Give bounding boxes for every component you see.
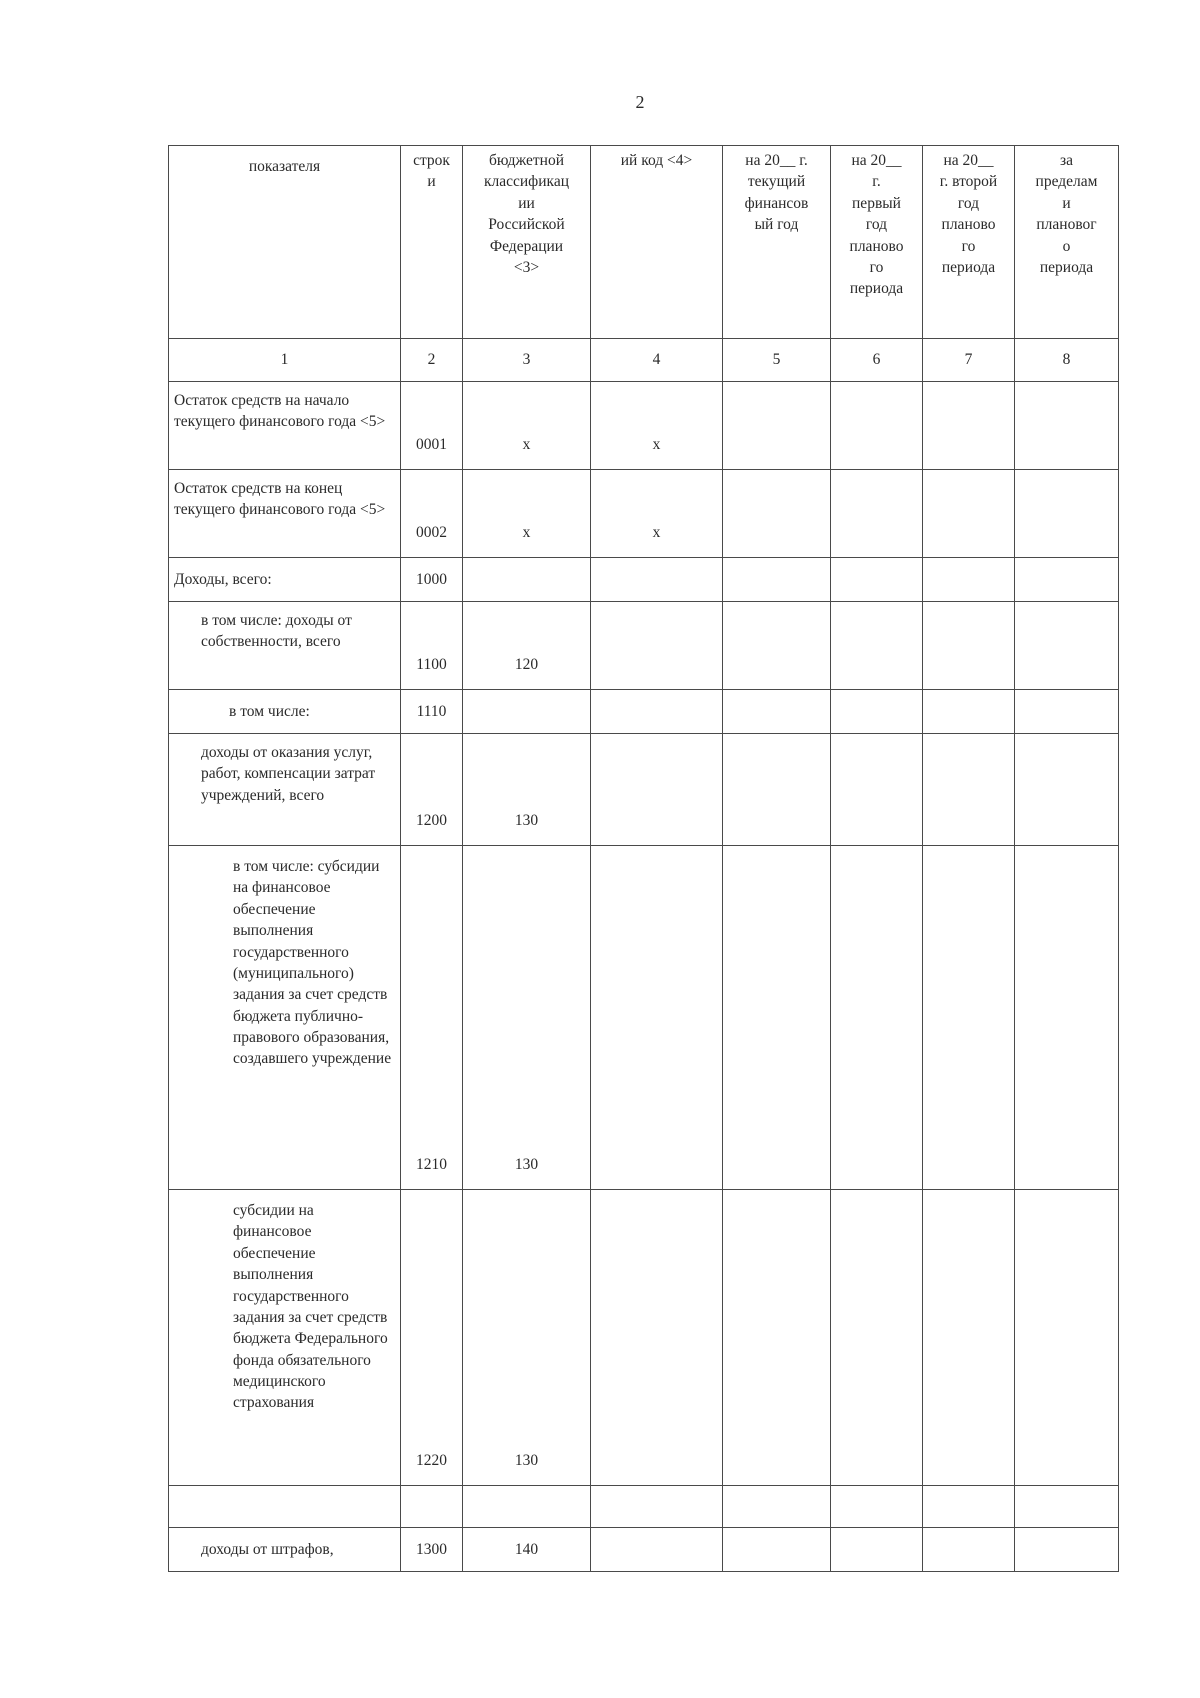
table-row (169, 734, 1119, 846)
header-line-code: строк и (401, 146, 463, 339)
column-number: 8 (1015, 339, 1119, 382)
row-value (831, 690, 923, 734)
row-budget-code: x (463, 382, 591, 470)
row-value (723, 602, 831, 690)
row-value (831, 1190, 923, 1486)
row-analytic-code: x (591, 470, 723, 558)
table-row (169, 470, 1119, 558)
header-current-year: на 20__ г. текущий финансов ый год (723, 146, 831, 339)
row-value (923, 846, 1015, 1190)
row-value (923, 690, 1015, 734)
column-number: 4 (591, 339, 723, 382)
row-value (923, 1486, 1015, 1528)
row-analytic-code (591, 1528, 723, 1572)
row-value (1015, 1486, 1119, 1528)
row-value (723, 382, 831, 470)
header-row (169, 146, 1119, 339)
row-code: 1200 (401, 734, 463, 846)
table-row (169, 382, 1119, 470)
table-row (169, 1190, 1119, 1486)
header-beyond-plan: за пределам и плановог о периода (1015, 146, 1119, 339)
column-number: 2 (401, 339, 463, 382)
row-value (923, 602, 1015, 690)
row-code: 0001 (401, 382, 463, 470)
row-name: Доходы, всего: (169, 558, 401, 602)
column-number-row (169, 339, 1119, 382)
row-budget-code (463, 1486, 591, 1528)
row-value (923, 470, 1015, 558)
row-value (831, 470, 923, 558)
row-value (723, 690, 831, 734)
row-name: Остаток средств на начало текущего финансового года <5> (169, 382, 401, 470)
header-first-plan-year: на 20__ г. первый год планово го периода (831, 146, 923, 339)
row-budget-code: x (463, 470, 591, 558)
row-value (723, 1190, 831, 1486)
row-value (1015, 690, 1119, 734)
row-budget-code: 140 (463, 1528, 591, 1572)
table-row (169, 846, 1119, 1190)
row-analytic-code (591, 846, 723, 1190)
column-number: 6 (831, 339, 923, 382)
row-name: субсидии на финансовое обеспечение выполнения государственного задания за счет средств бюджета Федерального фонда обязательного медицинского страхования (169, 1190, 401, 1486)
row-budget-code (463, 558, 591, 602)
row-name (169, 1486, 401, 1528)
header-second-plan-year: на 20__ г. второй год планово го периода (923, 146, 1015, 339)
row-analytic-code (591, 1486, 723, 1528)
row-value (1015, 382, 1119, 470)
row-value (831, 558, 923, 602)
column-number: 5 (723, 339, 831, 382)
column-number: 1 (169, 339, 401, 382)
row-value (923, 734, 1015, 846)
row-value (831, 1528, 923, 1572)
header-indicator: показателя (169, 146, 401, 339)
header-budget-classification: бюджетной классификац ии Российской Федерации <3> (463, 146, 591, 339)
row-name: в том числе: доходы от собственности, всего (169, 602, 401, 690)
row-budget-code: 130 (463, 734, 591, 846)
table-row-empty (169, 1486, 1119, 1528)
row-value (1015, 1190, 1119, 1486)
row-budget-code: 130 (463, 846, 591, 1190)
row-value (1015, 558, 1119, 602)
row-budget-code: 120 (463, 602, 591, 690)
table-row (169, 690, 1119, 734)
row-analytic-code (591, 734, 723, 846)
row-value (723, 1486, 831, 1528)
row-value (1015, 1528, 1119, 1572)
row-value (831, 846, 923, 1190)
row-value (1015, 602, 1119, 690)
row-code: 1220 (401, 1190, 463, 1486)
table-row (169, 602, 1119, 690)
row-value (723, 1528, 831, 1572)
row-budget-code (463, 690, 591, 734)
row-value (1015, 846, 1119, 1190)
row-analytic-code (591, 558, 723, 602)
row-value (831, 734, 923, 846)
row-code: 1000 (401, 558, 463, 602)
column-number: 3 (463, 339, 591, 382)
row-name: в том числе: субсидии на финансовое обеспечение выполнения государственного (муниципального) задания за счет средств бюджета публично-правового образования, создавшего учреждение (169, 846, 401, 1190)
row-value (1015, 470, 1119, 558)
row-budget-code: 130 (463, 1190, 591, 1486)
row-code: 0002 (401, 470, 463, 558)
row-value (923, 1190, 1015, 1486)
row-value (723, 734, 831, 846)
row-analytic-code: x (591, 382, 723, 470)
row-value (923, 382, 1015, 470)
row-value (831, 602, 923, 690)
row-value (831, 1486, 923, 1528)
row-value (723, 470, 831, 558)
row-value (723, 846, 831, 1190)
row-value (923, 558, 1015, 602)
row-analytic-code (591, 1190, 723, 1486)
row-name: в том числе: (169, 690, 401, 734)
row-code (401, 1486, 463, 1528)
row-value (723, 558, 831, 602)
page-number: 2 (635, 92, 645, 112)
row-code: 1300 (401, 1528, 463, 1572)
row-value (1015, 734, 1119, 846)
column-number: 7 (923, 339, 1015, 382)
row-code: 1100 (401, 602, 463, 690)
row-analytic-code (591, 690, 723, 734)
row-name: доходы от оказания услуг, работ, компенсации затрат учреждений, всего (169, 734, 401, 846)
header-analytic-code: ий код <4> (591, 146, 723, 339)
row-value (923, 1528, 1015, 1572)
row-name: доходы от штрафов, (169, 1528, 401, 1572)
row-code: 1210 (401, 846, 463, 1190)
financial-plan-table (168, 145, 1119, 1572)
row-value (831, 382, 923, 470)
row-code: 1110 (401, 690, 463, 734)
table-row (169, 558, 1119, 602)
table-row (169, 1528, 1119, 1572)
row-name: Остаток средств на конец текущего финансового года <5> (169, 470, 401, 558)
row-analytic-code (591, 602, 723, 690)
